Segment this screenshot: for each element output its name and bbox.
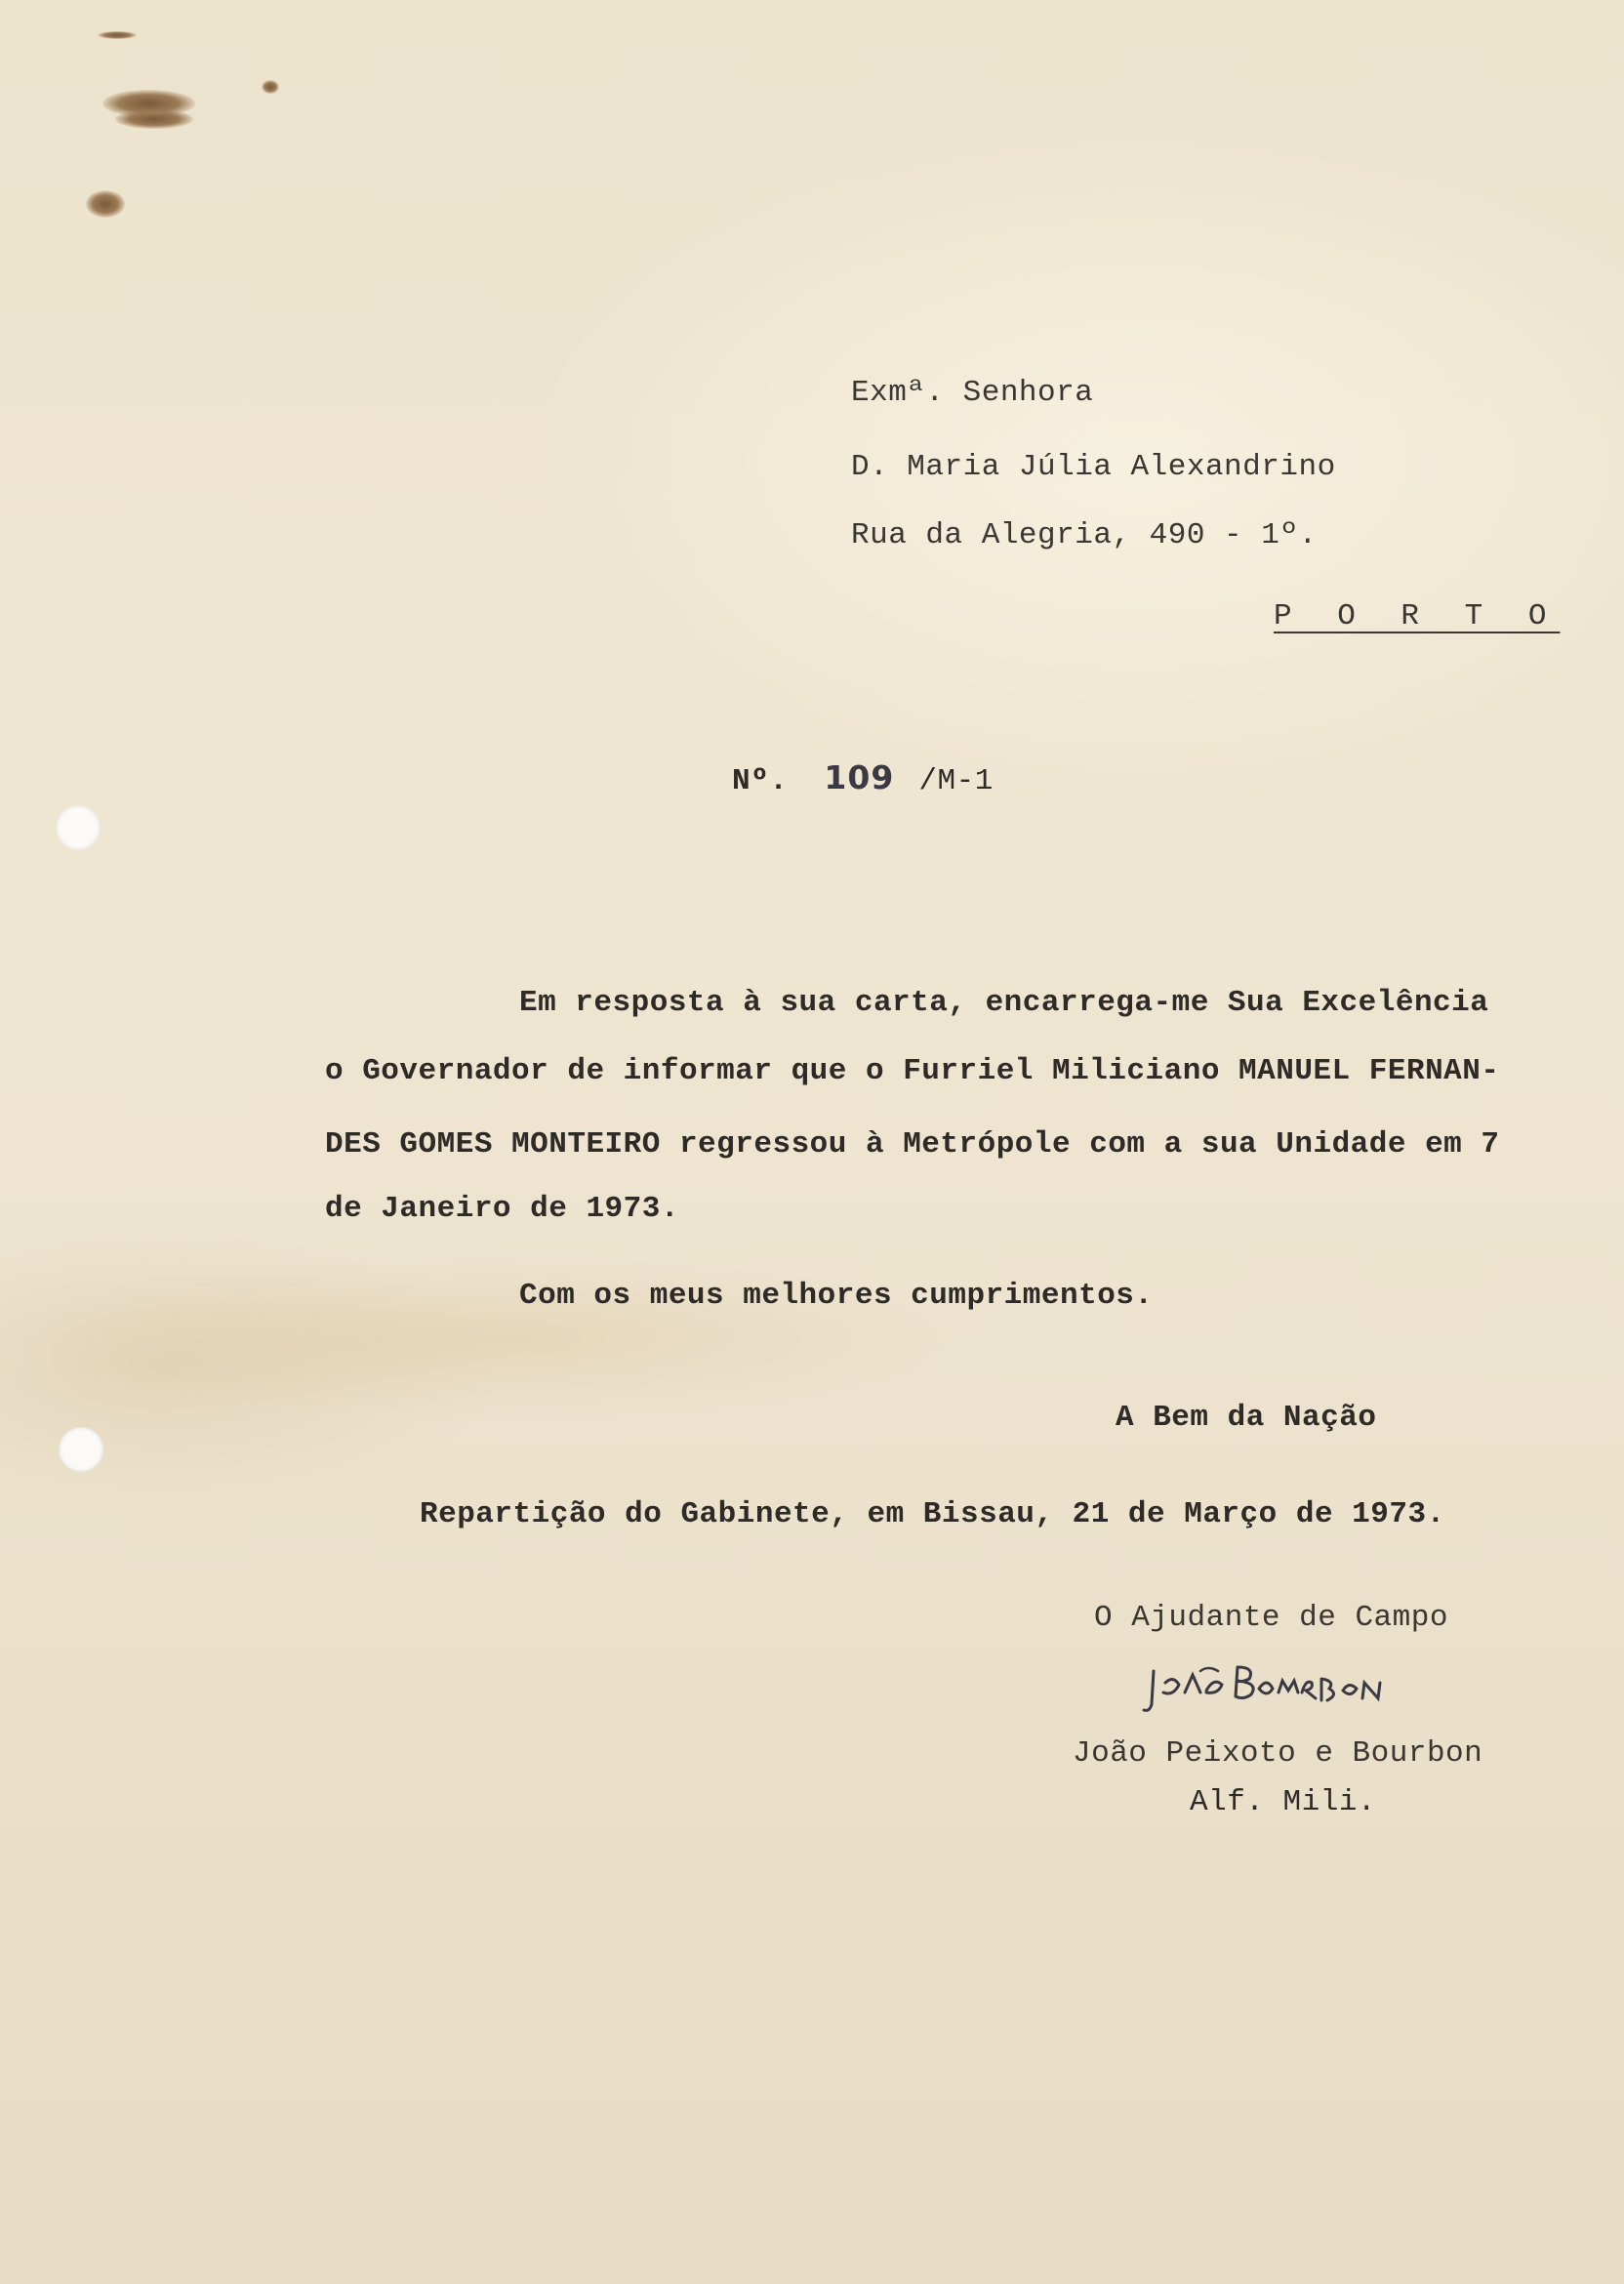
closing-role: O Ajudante de Campo [1094, 1601, 1448, 1635]
body-line-3: DES GOMES MONTEIRO regressou à Metrópole com a sua Unidade em 7 [325, 1127, 1500, 1162]
body-line-1: Em resposta à sua carta, encarrega-me Sua Excelência [519, 986, 1489, 1020]
reference-suffix: /M-1 [918, 764, 994, 798]
reference-prefix: Nº. [732, 764, 789, 798]
rust-stain [86, 190, 125, 218]
signer-name: João Peixoto e Bourbon [1073, 1736, 1483, 1771]
body-line-2: o Governador de informar que o Furriel Miliciano MANUEL FERNAN- [325, 1054, 1500, 1088]
signer-rank: Alf. Mili. [1190, 1785, 1377, 1819]
rust-stain [98, 31, 137, 39]
body-line-4: de Janeiro de 1973. [325, 1192, 679, 1226]
reference-line [732, 758, 994, 801]
recipient-name: D. Maria Júlia Alexandrino [851, 450, 1336, 484]
recipient-street: Rua da Alegria, 490 - 1º. [851, 518, 1318, 552]
closing-motto: A Bem da Nação [1116, 1401, 1377, 1435]
handwritten-signature [1140, 1653, 1394, 1722]
rust-stain [115, 109, 193, 129]
punch-hole [56, 805, 101, 850]
reference-number: 109 [824, 758, 895, 796]
rust-stain [262, 80, 279, 94]
body-paragraph-2: Com os meus melhores cumprimentos. [519, 1279, 1154, 1313]
recipient-salutation: Exmª. Senhora [851, 376, 1094, 410]
closing-place-date: Repartição do Gabinete, em Bissau, 21 de Março de 1973. [420, 1497, 1445, 1531]
punch-hole [59, 1427, 103, 1472]
recipient-city: P O R T O [1274, 599, 1561, 633]
